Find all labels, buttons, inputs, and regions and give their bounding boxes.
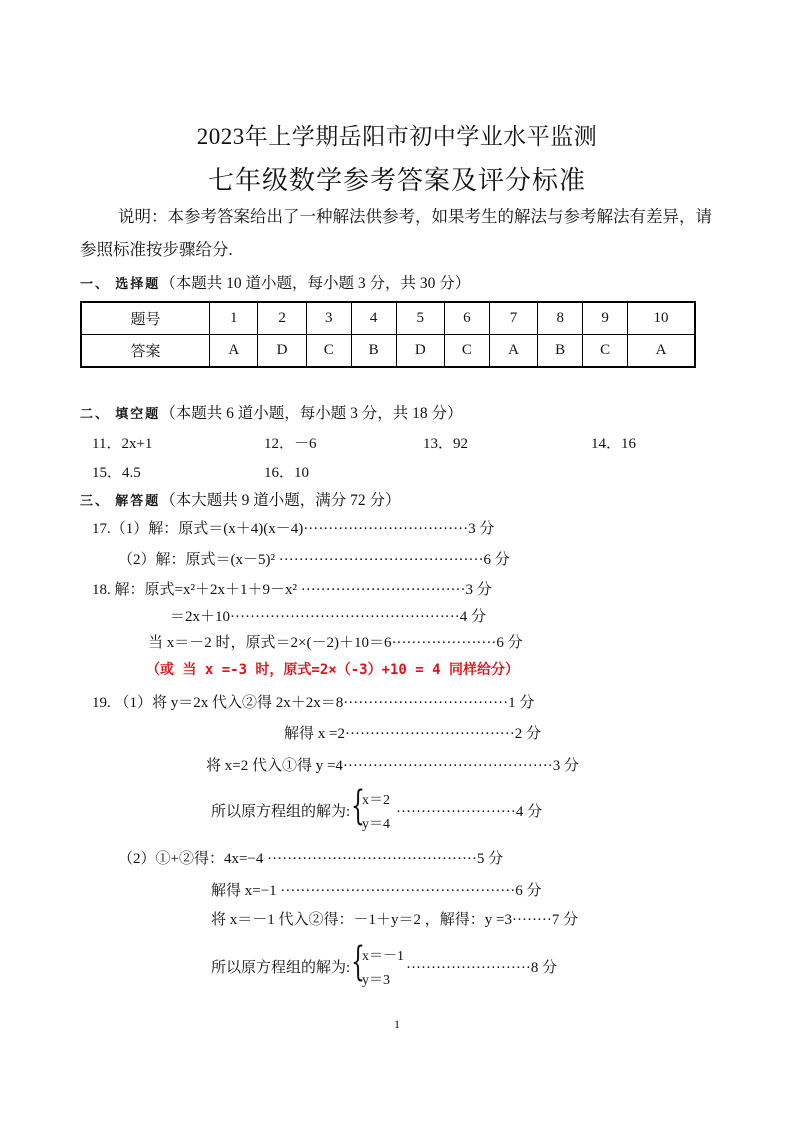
table-cell: A bbox=[628, 335, 695, 368]
table-cell: A bbox=[210, 335, 258, 368]
table-cell: 10 bbox=[628, 302, 695, 335]
fill-answer: 12．－6 bbox=[264, 436, 317, 452]
table-cell: C bbox=[306, 335, 351, 368]
table-cell: 5 bbox=[396, 302, 444, 335]
table-cell: 3 bbox=[306, 302, 351, 335]
answer-table bbox=[80, 301, 696, 368]
page-title: 2023年上学期岳阳市初中学业水平监测 bbox=[196, 124, 598, 149]
fill-answer: 14．16 bbox=[591, 436, 637, 452]
q17-part1: 17.（1）解：原式＝(x＋4)(x－4)·································3 分 bbox=[92, 521, 495, 537]
table-cell: 9 bbox=[583, 302, 628, 335]
page-number: 1 bbox=[394, 1017, 400, 1031]
table-cell: A bbox=[489, 335, 537, 368]
section-1-label: 一、 选择题 bbox=[80, 276, 161, 291]
fill-answer: 15．4.5 bbox=[92, 465, 141, 481]
table-header-cell: 题号 bbox=[81, 302, 210, 335]
fill-answer: 16．10 bbox=[264, 465, 310, 481]
table-header-cell: 答案 bbox=[81, 335, 210, 368]
q18-step3: 当 x＝－2 时，原式＝2×(－2)＋10＝6·····················6 分 bbox=[148, 635, 523, 651]
q19-part2-step2: 解得 x=−1 ···············································6 分 bbox=[211, 883, 542, 899]
section-3-label: 三、 解答题 bbox=[80, 493, 161, 508]
fill-answer: 11．2x+1 bbox=[92, 436, 153, 452]
section-2-desc: （本题共 6 道小题，每小题 3 分，共 18 分） bbox=[160, 405, 463, 422]
q19-part2-solution-x: x＝－1 bbox=[362, 949, 404, 964]
section-2-heading bbox=[80, 401, 463, 423]
q18-step1: 18. 解：原式=x²＋2x＋1＋9－x² ·································3 分 bbox=[92, 582, 492, 598]
table-cell: 1 bbox=[210, 302, 258, 335]
table-cell: D bbox=[396, 335, 444, 368]
q19-part1-solution-x: x＝2 bbox=[362, 793, 390, 808]
section-2-label: 二、 填空题 bbox=[80, 406, 161, 421]
section-1-heading bbox=[80, 271, 470, 293]
table-cell: 6 bbox=[444, 302, 489, 335]
q19-part2-step1: （2）①+②得：4x=−4 ··········································5 分 bbox=[118, 851, 504, 867]
q19-part2-score: ·························8 分 bbox=[406, 960, 558, 976]
q19-part1-step3: 将 x=2 代入①得 y =4··········································3 分 bbox=[206, 758, 579, 774]
note-line-2: 参照标准按步骤给分. bbox=[80, 240, 233, 259]
q17-part2: （2）解：原式＝(x－5)² ·········································6 分 bbox=[118, 552, 510, 568]
table-cell: 2 bbox=[258, 302, 306, 335]
q19-part1-solution-y: y＝4 bbox=[362, 817, 390, 832]
section-3-heading bbox=[80, 488, 401, 510]
table-cell: B bbox=[351, 335, 396, 368]
table-cell: C bbox=[444, 335, 489, 368]
q19-part1-step1: 19. （1）将 y＝2x 代入②得 2x＋2x＝8·································1 分 bbox=[92, 695, 535, 711]
table-cell: D bbox=[258, 335, 306, 368]
section-1-desc: （本题共 10 道小题，每小题 3 分，共 30 分） bbox=[160, 275, 471, 292]
left-brace-icon: { bbox=[351, 939, 365, 985]
q19-part1-step2: 解得 x =2··································2 分 bbox=[284, 726, 542, 742]
q18-step2: ＝2x＋10··············································4 分 bbox=[170, 609, 487, 625]
q19-part2-step3: 将 x＝－1 代入②得：－1＋y＝2 ，解得：y =3········7 分 bbox=[211, 912, 579, 928]
q19-part2-solution-label: 所以原方程组的解为: bbox=[211, 960, 351, 976]
table-cell: C bbox=[583, 335, 628, 368]
table-row-answers bbox=[81, 335, 695, 368]
section-3-desc: （本大题共 9 道小题，满分 72 分） bbox=[160, 492, 401, 509]
table-row-numbers bbox=[81, 302, 695, 335]
note-line-1: 说明：本参考答案给出了一种解法供参考，如果考生的解法与参考解法有差异，请 bbox=[118, 207, 712, 226]
q19-part1-solution-label: 所以原方程组的解为: bbox=[211, 804, 351, 820]
q18-alternative-note: （或 当 x =-3 时，原式=2×（-3）+10 = 4 同样给分） bbox=[146, 662, 520, 678]
table-cell: 8 bbox=[538, 302, 583, 335]
table-cell: 4 bbox=[351, 302, 396, 335]
left-brace-icon: { bbox=[351, 783, 365, 829]
q19-part1-score: ························4 分 bbox=[396, 804, 543, 820]
table-cell: B bbox=[538, 335, 583, 368]
q19-part2-solution-y: y＝3 bbox=[362, 973, 390, 988]
fill-answer: 13．92 bbox=[423, 436, 469, 452]
table-cell: 7 bbox=[489, 302, 537, 335]
page-subtitle: 七年级数学参考答案及评分标准 bbox=[207, 166, 586, 195]
